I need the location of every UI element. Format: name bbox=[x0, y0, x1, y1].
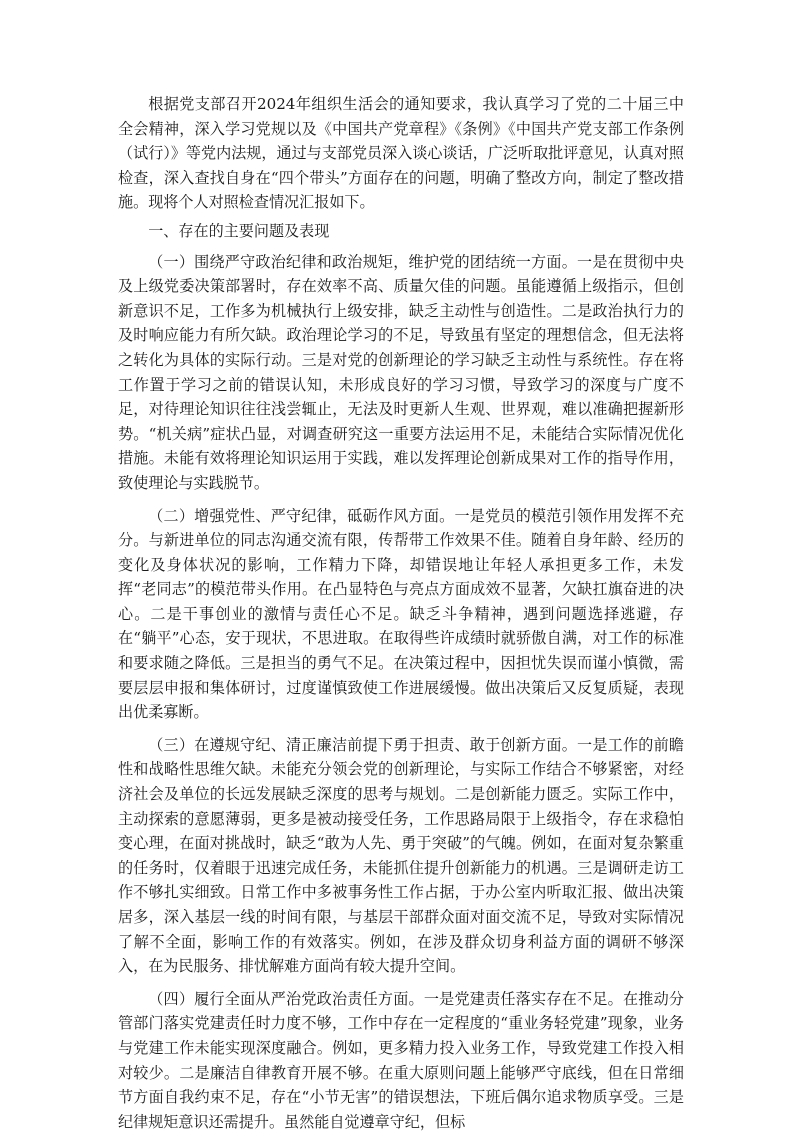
section-paragraph-4: （四）履行全面从严治党政治责任方面。一是党建责任落实存在不足。在推动分管部门落实党建责任时力度不够，工作中存在一定程度的“重业务轻党建”现象，业务与党建工作未能实现深度融合。例如，更多精力投入业务工作，导致党建工作投入相对较少。二是廉洁自律教育开展不够。在重大原则问题上能够严守底线，但在日常细节方面自我约束不足，存在“小节无害”的错误想法，下班后偶尔追求物质享受。三是纪律规矩意识还需提升。虽然能自觉遵章守纪，但标 bbox=[118, 989, 684, 1131]
intro-paragraph: 根据党支部召开2024年组织生活会的通知要求，我认真学习了党的二十届三中全会精神，深入学习党规以及《中国共产党章程》《条例》《中国共产党支部工作条例（试行）》等党内法规，通过与支部党员深入谈心谈话，广泛听取批评意见，认真对照检查，深入查找自身在“四个带头”方面存在的问题，明确了整改方向，制定了整改措施。现将个人对照检查情况汇报如下。 bbox=[118, 95, 685, 212]
section-paragraph-2: （二）增强党性、严守纪律，砥砺作风方面。一是党员的模范引领作用发挥不充分。与新进单位的同志沟通交流有限，传帮带工作效果不佳。随着自身年龄、经历的变化及身体状况的影响，工作精力下降，却错误地让年轻人承担更多工作，未发挥“老同志”的模范带头作用。在凸显特色与亮点方面成效不显著，欠缺扛旗奋进的决心。二是干事创业的激情与责任心不足。缺乏斗争精神，遇到问题选择逃避，存在“躺平”心态，安于现状，不思进取。在取得些许成绩时就骄傲自满，对工作的标准和要求随之降低。三是担当的勇气不足。在决策过程中，因担忧失误而谨小慎微，需要层层申报和集体研讨，过度谨慎致使工作进展缓慢。做出决策后又反复质疑，表现出优柔寡断。 bbox=[118, 506, 684, 722]
section-paragraph-1: （一）围绕严守政治纪律和政治规矩，维护党的团结统一方面。一是在贯彻中央及上级党委决策部署时，存在效率不高、质量欠佳的问题。虽能遵循上级指示，但创新意识不足，工作多为机械执行上级安排，缺乏主动性与创造性。二是政治执行力的及时响应能力有所欠缺。政治理论学习的不足，导致虽有坚定的理想信念，但无法将之转化为具体的实际行动。三是对党的创新理论的学习缺乏主动性与系统性。存在将工作置于学习之前的错误认知，未形成良好的学习习惯，导致学习的深度与广度不足，对待理论知识往往浅尝辄止，无法及时更新人生观、世界观，难以准确把握新形势。“机关病”症状凸显，对调查研究这一重要方法运用不足，未能结合实际情况优化措施。未能有效将理论知识运用于实践，难以发挥理论创新成果对工作的指导作用，致使理论与实践脱节。 bbox=[118, 252, 684, 492]
section-paragraph-3: （三）在遵规守纪、清正廉洁前提下勇于担责、敢于创新方面。一是工作的前瞻性和战略性思维欠缺。未能充分领会党的创新理论，与实际工作结合不够紧密，对经济社会及单位的长远发展缺乏深度的思考与规划。二是创新能力匮乏。实际工作中，主动探索的意愿薄弱，更多是被动接受任务，工作思路局限于上级指令，存在求稳怕变心理，在面对挑战时，缺乏“敢为人先、勇于突破”的气魄。例如，在面对复杂繁重的任务时，仅着眼于迅速完成任务，未能抓住提升创新能力的机遇。三是调研走访工作不够扎实细致。日常工作中多被事务性工作占据，于办公室内听取汇报、做出决策居多，深入基层一线的时间有限，与基层干部群众面对面交流不足，导致对实际情况了解不全面，影响工作的有效落实。例如，在涉及群众切身利益方面的调研不够深入，在为民服务、排忧解难方面尚有较大提升空间。 bbox=[118, 735, 684, 976]
document-page bbox=[118, 92, 684, 1142]
section-heading: 一、存在的主要问题及表现 bbox=[148, 221, 330, 240]
